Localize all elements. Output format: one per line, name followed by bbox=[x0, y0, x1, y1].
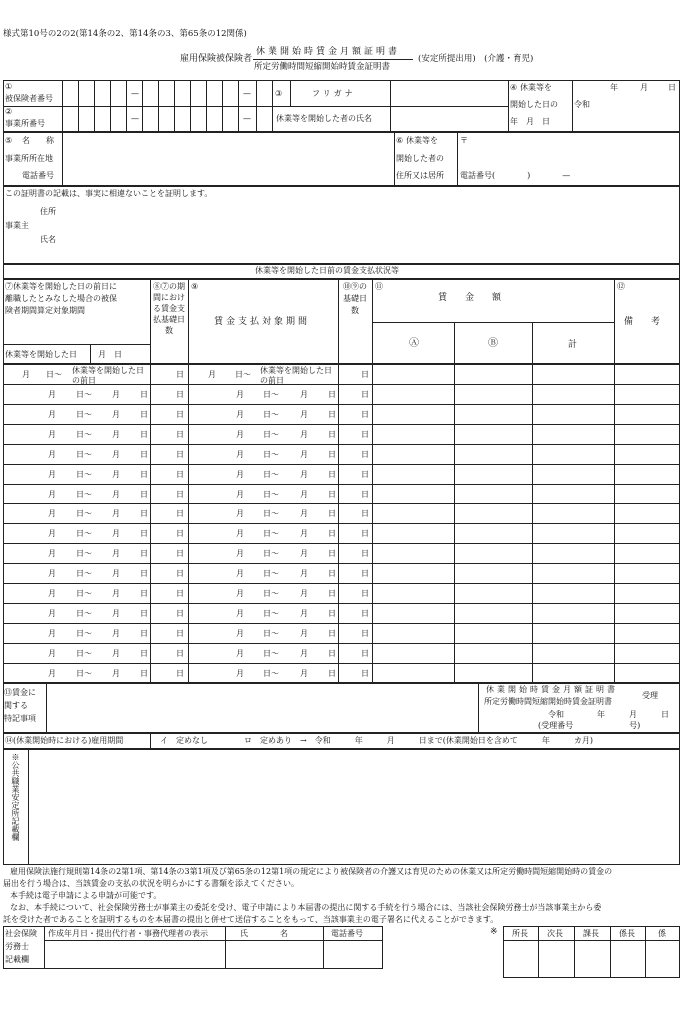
tilde-label: 日～ bbox=[263, 390, 279, 399]
tilde-label: 日～ bbox=[263, 669, 279, 678]
col7-line2: 離職したとみなした場合の被保 bbox=[5, 294, 117, 303]
month-label: 月 bbox=[112, 470, 120, 479]
month-label: 月 bbox=[112, 390, 120, 399]
month-label: 月 bbox=[300, 609, 308, 618]
tilde-label: 日～ bbox=[263, 549, 279, 558]
month-label: 月 bbox=[48, 629, 56, 638]
sharoushi-label: 社会保険 bbox=[5, 929, 37, 938]
note-line4: なお、本手続について、社会保険労務士が事業主の委託を受け、電子申請により本届書の提出に関する手続を行う場合には、当該社会保険労務士が当該事業主から委 bbox=[10, 903, 602, 912]
postal-mark: 〒 bbox=[460, 136, 468, 145]
stamp-section-chief: 課長 bbox=[583, 929, 599, 938]
day-label: 日 bbox=[140, 509, 148, 518]
month-label: 月 bbox=[300, 390, 308, 399]
day-label: 日 bbox=[328, 509, 336, 518]
resident-label: 住所又は居所 bbox=[396, 171, 444, 180]
tilde-label: 日～ bbox=[263, 430, 279, 439]
month-label: 月 bbox=[300, 509, 308, 518]
tilde-label: 日～ bbox=[263, 589, 279, 598]
note-line5: 託を受けた者であることを証明するものを本届書の提出と併せて送信することをもって、当該事業主の電子署名に代えることができます。 bbox=[3, 915, 499, 924]
month-label: 月 bbox=[48, 589, 56, 598]
tilde-label: 日～ bbox=[263, 649, 279, 658]
tilde-label: 日～ bbox=[235, 370, 251, 379]
title-line1: 休業開始時賃金月額証明書 bbox=[256, 47, 401, 57]
month-label: 月 bbox=[236, 589, 244, 598]
sharoushi-col2: 氏 名 bbox=[240, 929, 288, 938]
resident-phone: 電話番号( ) — bbox=[460, 171, 571, 180]
month-label: 月 bbox=[48, 450, 56, 459]
col7-sub-label: 休業等を開始した日 bbox=[5, 350, 77, 359]
day-label: 日 bbox=[176, 370, 184, 379]
col7-line3: 険者期間算定対象期間 bbox=[5, 306, 85, 315]
tilde-label: 日～ bbox=[263, 529, 279, 538]
day-label: 日 bbox=[361, 609, 369, 618]
employer-label: 事業主 bbox=[5, 221, 29, 230]
label-number: ② bbox=[5, 107, 13, 116]
start-date-label: 年 月 日 bbox=[510, 117, 550, 126]
day-label: 日 bbox=[140, 569, 148, 578]
day-label: 日 bbox=[361, 470, 369, 479]
office-use-label: ※公共職業安定所記載欄 bbox=[11, 753, 20, 841]
month-label: 月 bbox=[48, 470, 56, 479]
first-row-mid: 休業等を開始した日の前日 bbox=[260, 366, 332, 385]
month-label: 月 bbox=[112, 430, 120, 439]
note-line1: 雇用保険法施行規則第14条の2第1項、第14条の3第1項及び第65条の12第1項の規定により被保険者の介護又は育児のための休業又は所定労働時間短縮開始時の賃金の bbox=[10, 867, 613, 876]
day-label: 日 bbox=[361, 490, 369, 499]
special-label: 関する bbox=[4, 701, 28, 710]
month-label: 月 bbox=[236, 490, 244, 499]
wage-amount-a-field[interactable] bbox=[373, 385, 453, 403]
month-label: 月 bbox=[112, 490, 120, 499]
wage-amount-b-field[interactable] bbox=[455, 604, 531, 622]
tilde-label: 日～ bbox=[76, 509, 92, 518]
wage-total-field[interactable] bbox=[533, 544, 613, 562]
month-label: 月 bbox=[236, 549, 244, 558]
month-label: 月 bbox=[48, 490, 56, 499]
special-notes-field[interactable] bbox=[47, 684, 477, 732]
day-label: 日 bbox=[140, 410, 148, 419]
stamp-director: 所長 bbox=[512, 929, 528, 938]
wage-amount-b-field[interactable] bbox=[455, 465, 531, 483]
day-label: 日 bbox=[328, 529, 336, 538]
month-label: 月 bbox=[300, 450, 308, 459]
wage-amount-b-field[interactable] bbox=[455, 485, 531, 503]
stamp-deputy: 次長 bbox=[547, 929, 563, 938]
wage-amount-b-field[interactable] bbox=[455, 405, 531, 423]
col11-b: Ⓑ bbox=[488, 338, 498, 349]
wage-amount-a-field[interactable] bbox=[373, 584, 453, 602]
day-label: 日 bbox=[140, 629, 148, 638]
month-label: 月 bbox=[300, 549, 308, 558]
wage-total-field[interactable] bbox=[533, 385, 613, 403]
wage-amount-a-field[interactable] bbox=[373, 604, 453, 622]
sharoushi-col1: 作成年月日・提出代行者・事務代理者の表示 bbox=[48, 929, 208, 938]
wage-total-field[interactable] bbox=[533, 644, 613, 662]
day-label: 日 bbox=[361, 390, 369, 399]
month-label: 月 bbox=[112, 410, 120, 419]
tilde-label: 日～ bbox=[76, 669, 92, 678]
month-label: 月 bbox=[236, 529, 244, 538]
day-label: 日 bbox=[328, 609, 336, 618]
employment-label: ⑭(休業開始時における)雇用期間 bbox=[5, 736, 124, 745]
day-label: 日 bbox=[176, 410, 184, 419]
tilde-label: 日～ bbox=[76, 430, 92, 439]
month-label: 月 bbox=[300, 470, 308, 479]
month-label: 月 bbox=[48, 549, 56, 558]
dash: — bbox=[243, 114, 251, 123]
dash: — bbox=[131, 114, 139, 123]
day-label: 日 bbox=[176, 609, 184, 618]
furigana-label: フリガナ bbox=[312, 89, 356, 98]
col11-number: ⑪ bbox=[375, 282, 383, 291]
month-label: 月 bbox=[48, 529, 56, 538]
day-label: 日 bbox=[176, 589, 184, 598]
label-number: ① bbox=[5, 82, 13, 91]
month-label: 月 bbox=[236, 629, 244, 638]
month-label: 月 bbox=[112, 629, 120, 638]
month-label: 月 bbox=[112, 589, 120, 598]
day-label: 日 bbox=[361, 430, 369, 439]
tilde-label: 日～ bbox=[263, 490, 279, 499]
received-label: 受理 bbox=[642, 691, 658, 700]
day-label: 日 bbox=[361, 529, 369, 538]
month-label: 月 bbox=[48, 669, 56, 678]
day-label: 日 bbox=[140, 450, 148, 459]
tilde-label: 日～ bbox=[263, 509, 279, 518]
day-label: 日 bbox=[140, 649, 148, 658]
wage-total-field[interactable] bbox=[533, 584, 613, 602]
day-label: 日 bbox=[361, 569, 369, 578]
day-label: 日 bbox=[140, 470, 148, 479]
day-label: 日 bbox=[361, 649, 369, 658]
stamp-mark: ※ bbox=[490, 927, 498, 937]
sharoushi-col3: 電話番号 bbox=[331, 929, 363, 938]
office-address-label: 事業所所在地 bbox=[5, 154, 53, 163]
month-label: 月 bbox=[112, 649, 120, 658]
form-id: 様式第10号の2の2(第14条の2、第14条の3、第65条の12関係) bbox=[3, 29, 247, 39]
day-label: 日 bbox=[176, 529, 184, 538]
tilde-label: 日～ bbox=[76, 410, 92, 419]
col12-number: ⑫ bbox=[617, 282, 625, 291]
col11-total: 計 bbox=[568, 340, 578, 350]
first-row-left: 月 日～ bbox=[22, 370, 62, 379]
col11-a: Ⓐ bbox=[409, 338, 419, 349]
tilde-label: 日～ bbox=[263, 450, 279, 459]
wage-total-field[interactable] bbox=[533, 405, 613, 423]
resident-label: 休業等を bbox=[406, 136, 438, 145]
wage-amount-a-field[interactable] bbox=[373, 425, 453, 443]
tilde-label: 日～ bbox=[263, 410, 279, 419]
day-label: 日 bbox=[361, 589, 369, 598]
month-label: 月 bbox=[236, 450, 244, 459]
day-label: 日 bbox=[176, 629, 184, 638]
day-label: 日 bbox=[140, 669, 148, 678]
wage-total-field[interactable] bbox=[533, 624, 613, 642]
insured-number-label: 被保険者番号 bbox=[5, 94, 53, 103]
col7-sub-date: 月 日 bbox=[98, 350, 122, 359]
day-label: 日 bbox=[140, 390, 148, 399]
year-label: 年 bbox=[610, 83, 618, 92]
wage-amount-a-field[interactable] bbox=[373, 644, 453, 662]
month-label: 月 bbox=[300, 569, 308, 578]
wage-amount-b-field[interactable] bbox=[455, 445, 531, 463]
start-date-label: 開始した日の bbox=[510, 100, 558, 109]
col12-title: 備 考 bbox=[624, 317, 661, 327]
day-label: 日 bbox=[328, 450, 336, 459]
wage-amount-b-field[interactable] bbox=[455, 644, 531, 662]
month-label: 月 bbox=[300, 529, 308, 538]
month-label: 月 bbox=[236, 609, 244, 618]
month-label: 月 bbox=[640, 83, 648, 92]
wage-total-field[interactable] bbox=[533, 604, 613, 622]
dash: — bbox=[243, 89, 251, 98]
day-label: 日 bbox=[140, 609, 148, 618]
wage-total-field[interactable] bbox=[533, 485, 613, 503]
tilde-label: 日～ bbox=[76, 569, 92, 578]
month-label: 月 bbox=[112, 529, 120, 538]
era-label: 令和 bbox=[574, 100, 590, 109]
tilde-label: 日～ bbox=[76, 649, 92, 658]
day-label: 日 bbox=[328, 549, 336, 558]
tilde-label: 日～ bbox=[263, 609, 279, 618]
day-label: 日 bbox=[328, 569, 336, 578]
month-label: 月 bbox=[112, 450, 120, 459]
wage-amount-b-field[interactable] bbox=[455, 385, 531, 403]
title-line2: 所定労働時間短縮開始時賃金証明書 bbox=[254, 62, 391, 72]
day-label: 日 bbox=[361, 509, 369, 518]
month-label: 月 bbox=[112, 509, 120, 518]
day-label: 日 bbox=[176, 470, 184, 479]
month-label: 月 bbox=[236, 390, 244, 399]
wage-amount-a-field[interactable] bbox=[373, 564, 453, 582]
col8-header: ⑧⑦の期間における賃金支払基礎日数 bbox=[153, 282, 185, 335]
wage-total-field[interactable] bbox=[533, 504, 613, 522]
cert-line1: 休業開始時賃金月額証明書 bbox=[486, 685, 618, 694]
tilde-label: 日～ bbox=[76, 470, 92, 479]
received-date: 年 月 日 bbox=[597, 710, 669, 719]
day-label: 日 bbox=[140, 529, 148, 538]
col7-line1: ⑦休業等を開始した日の前日に bbox=[5, 282, 117, 291]
day-label: 日 bbox=[328, 589, 336, 598]
day-label: 日 bbox=[176, 430, 184, 439]
wage-amount-b-field[interactable] bbox=[455, 584, 531, 602]
month-label: 月 bbox=[236, 410, 244, 419]
tilde-label: 日～ bbox=[76, 589, 92, 598]
month-label: 月 bbox=[300, 649, 308, 658]
wage-amount-a-field[interactable] bbox=[373, 544, 453, 562]
name-label: 休業等を開始した者の氏名 bbox=[276, 114, 372, 123]
wage-section-title: 休業等を開始した日前の賃金支払状況等 bbox=[255, 266, 399, 275]
wage-amount-a-field[interactable] bbox=[373, 485, 453, 503]
receipt-number: (受理番号 号) bbox=[538, 721, 641, 730]
note-line3: 本手続は電子申請による申請が可能です。 bbox=[10, 891, 162, 900]
month-label: 月 bbox=[300, 410, 308, 419]
wage-amount-a-field[interactable] bbox=[373, 624, 453, 642]
day-label: 日 bbox=[328, 490, 336, 499]
month-label: 月 bbox=[236, 470, 244, 479]
wage-total-field[interactable] bbox=[533, 425, 613, 443]
note-line2: 届出を行う場合は、当該賃金の支払の状況を明らかにする書類を添えてください。 bbox=[3, 879, 299, 888]
tilde-label: 日～ bbox=[76, 549, 92, 558]
col9-number: ⑨ bbox=[191, 282, 199, 291]
month-label: 月 bbox=[112, 549, 120, 558]
tilde-label: 日～ bbox=[76, 450, 92, 459]
wage-amount-a-field[interactable] bbox=[373, 465, 453, 483]
tilde-label: 日～ bbox=[76, 529, 92, 538]
label-number: ④ bbox=[510, 83, 518, 92]
resident-label: 開始した者の bbox=[396, 154, 444, 163]
wage-amount-b-field[interactable] bbox=[455, 504, 531, 522]
label-number: ⑥ bbox=[396, 136, 404, 145]
day-label: 日 bbox=[328, 629, 336, 638]
office-block bbox=[3, 132, 680, 186]
employer-name-label: 氏名 bbox=[40, 235, 56, 244]
tilde-label: 日～ bbox=[76, 629, 92, 638]
label-number: ③ bbox=[275, 89, 283, 98]
day-label: 日 bbox=[328, 390, 336, 399]
day-label: 日 bbox=[361, 410, 369, 419]
month-label: 月 bbox=[48, 649, 56, 658]
month-label: 月 bbox=[48, 390, 56, 399]
day-label: 日 bbox=[361, 370, 369, 379]
wage-amount-a-field[interactable] bbox=[373, 664, 453, 682]
month-label: 月 bbox=[48, 430, 56, 439]
day-label: 日 bbox=[328, 649, 336, 658]
month-label: 月 bbox=[208, 370, 216, 379]
month-label: 月 bbox=[112, 669, 120, 678]
month-label: 月 bbox=[112, 609, 120, 618]
day-label: 日 bbox=[176, 649, 184, 658]
day-label: 日 bbox=[140, 490, 148, 499]
day-label: 日 bbox=[176, 450, 184, 459]
day-label: 日 bbox=[328, 669, 336, 678]
month-label: 月 bbox=[300, 589, 308, 598]
wage-amount-b-field[interactable] bbox=[455, 544, 531, 562]
month-label: 月 bbox=[236, 649, 244, 658]
wage-total-field[interactable] bbox=[533, 664, 613, 682]
day-label: 日 bbox=[140, 430, 148, 439]
day-label: 日 bbox=[328, 470, 336, 479]
office-use-field[interactable] bbox=[29, 750, 679, 864]
sharoushi-label: 労務士 bbox=[5, 942, 29, 951]
first-row-mid: 休業等を開始した日の前日 bbox=[72, 366, 144, 385]
day-label: 日 bbox=[140, 549, 148, 558]
wage-amount-b-field[interactable] bbox=[455, 425, 531, 443]
day-label: 日 bbox=[176, 390, 184, 399]
day-label: 日 bbox=[668, 83, 676, 92]
col10-header: ⑩⑨の基礎日数 bbox=[343, 282, 367, 315]
month-label: 月 bbox=[300, 490, 308, 499]
day-label: 日 bbox=[361, 549, 369, 558]
wage-amount-a-field[interactable] bbox=[373, 524, 453, 542]
start-date-label: 休業等を bbox=[520, 83, 552, 92]
tilde-label: 日～ bbox=[263, 569, 279, 578]
wage-amount-a-field[interactable] bbox=[373, 504, 453, 522]
month-label: 月 bbox=[236, 569, 244, 578]
wage-total-field[interactable] bbox=[533, 524, 613, 542]
month-label: 月 bbox=[300, 430, 308, 439]
wage-total-field[interactable] bbox=[533, 564, 613, 582]
tilde-label: 日～ bbox=[76, 490, 92, 499]
day-label: 日 bbox=[361, 450, 369, 459]
wage-amount-b-field[interactable] bbox=[455, 664, 531, 682]
furigana-field[interactable] bbox=[391, 81, 508, 106]
tilde-label: 日～ bbox=[76, 390, 92, 399]
dash: — bbox=[131, 89, 139, 98]
office-number-label: 事業所番号 bbox=[5, 119, 45, 128]
office-name-label: 名 称 bbox=[22, 136, 54, 145]
month-label: 月 bbox=[236, 669, 244, 678]
day-label: 日 bbox=[328, 410, 336, 419]
day-label: 日 bbox=[176, 669, 184, 678]
wage-amount-b-field[interactable] bbox=[455, 524, 531, 542]
stamp-staff: 係 bbox=[658, 929, 666, 938]
day-label: 日 bbox=[361, 629, 369, 638]
day-label: 日 bbox=[328, 430, 336, 439]
title-prefix: 雇用保険被保険者 bbox=[180, 54, 253, 64]
wage-amount-b-field[interactable] bbox=[455, 564, 531, 582]
stamp-subsection-chief: 係長 bbox=[619, 929, 635, 938]
month-label: 月 bbox=[236, 430, 244, 439]
day-label: 日 bbox=[176, 509, 184, 518]
month-label: 月 bbox=[236, 509, 244, 518]
day-label: 日 bbox=[176, 549, 184, 558]
tilde-label: 日～ bbox=[263, 470, 279, 479]
employer-address-label: 住所 bbox=[40, 207, 56, 216]
wage-amount-a-field[interactable] bbox=[373, 405, 453, 423]
month-label: 月 bbox=[300, 669, 308, 678]
wage-amount-a-field[interactable] bbox=[373, 445, 453, 463]
day-label: 日 bbox=[361, 669, 369, 678]
month-label: 月 bbox=[48, 609, 56, 618]
wage-total-field[interactable] bbox=[533, 465, 613, 483]
employment-option-a[interactable]: イ 定めなし bbox=[160, 736, 208, 745]
cert-line2: 所定労働時間短縮開始時賃金証明書 bbox=[484, 697, 612, 706]
col11-title: 賃 金 額 bbox=[438, 293, 502, 303]
special-label: ⑬賃金に bbox=[4, 688, 36, 697]
tilde-label: 日～ bbox=[263, 629, 279, 638]
title-suffix: (安定所提出用) (介護・育児) bbox=[418, 54, 534, 64]
label-number: ⑤ bbox=[5, 136, 13, 145]
month-label: 月 bbox=[300, 629, 308, 638]
sharoushi-label: 記載欄 bbox=[5, 955, 29, 964]
day-label: 日 bbox=[176, 490, 184, 499]
month-label: 月 bbox=[48, 569, 56, 578]
day-label: 日 bbox=[140, 589, 148, 598]
day-label: 日 bbox=[176, 569, 184, 578]
employment-option-b[interactable]: ロ 定めあり → 令和 年 月 日まで(休業開始日を含めて 年 カ月) bbox=[244, 736, 593, 745]
month-label: 月 bbox=[48, 509, 56, 518]
month-label: 月 bbox=[48, 410, 56, 419]
wage-amount-b-field[interactable] bbox=[455, 624, 531, 642]
wage-total-field[interactable] bbox=[533, 445, 613, 463]
month-label: 月 bbox=[112, 569, 120, 578]
office-phone-label: 電話番号 bbox=[22, 171, 54, 180]
special-label: 特記事項 bbox=[4, 714, 36, 723]
name-field[interactable] bbox=[391, 107, 508, 132]
certify-statement: この証明書の記載は、事実に相違ないことを証明します。 bbox=[5, 189, 213, 198]
tilde-label: 日～ bbox=[76, 609, 92, 618]
col9-title: 賃金支払対象期間 bbox=[214, 317, 311, 327]
received-era: 令和 bbox=[548, 710, 564, 719]
